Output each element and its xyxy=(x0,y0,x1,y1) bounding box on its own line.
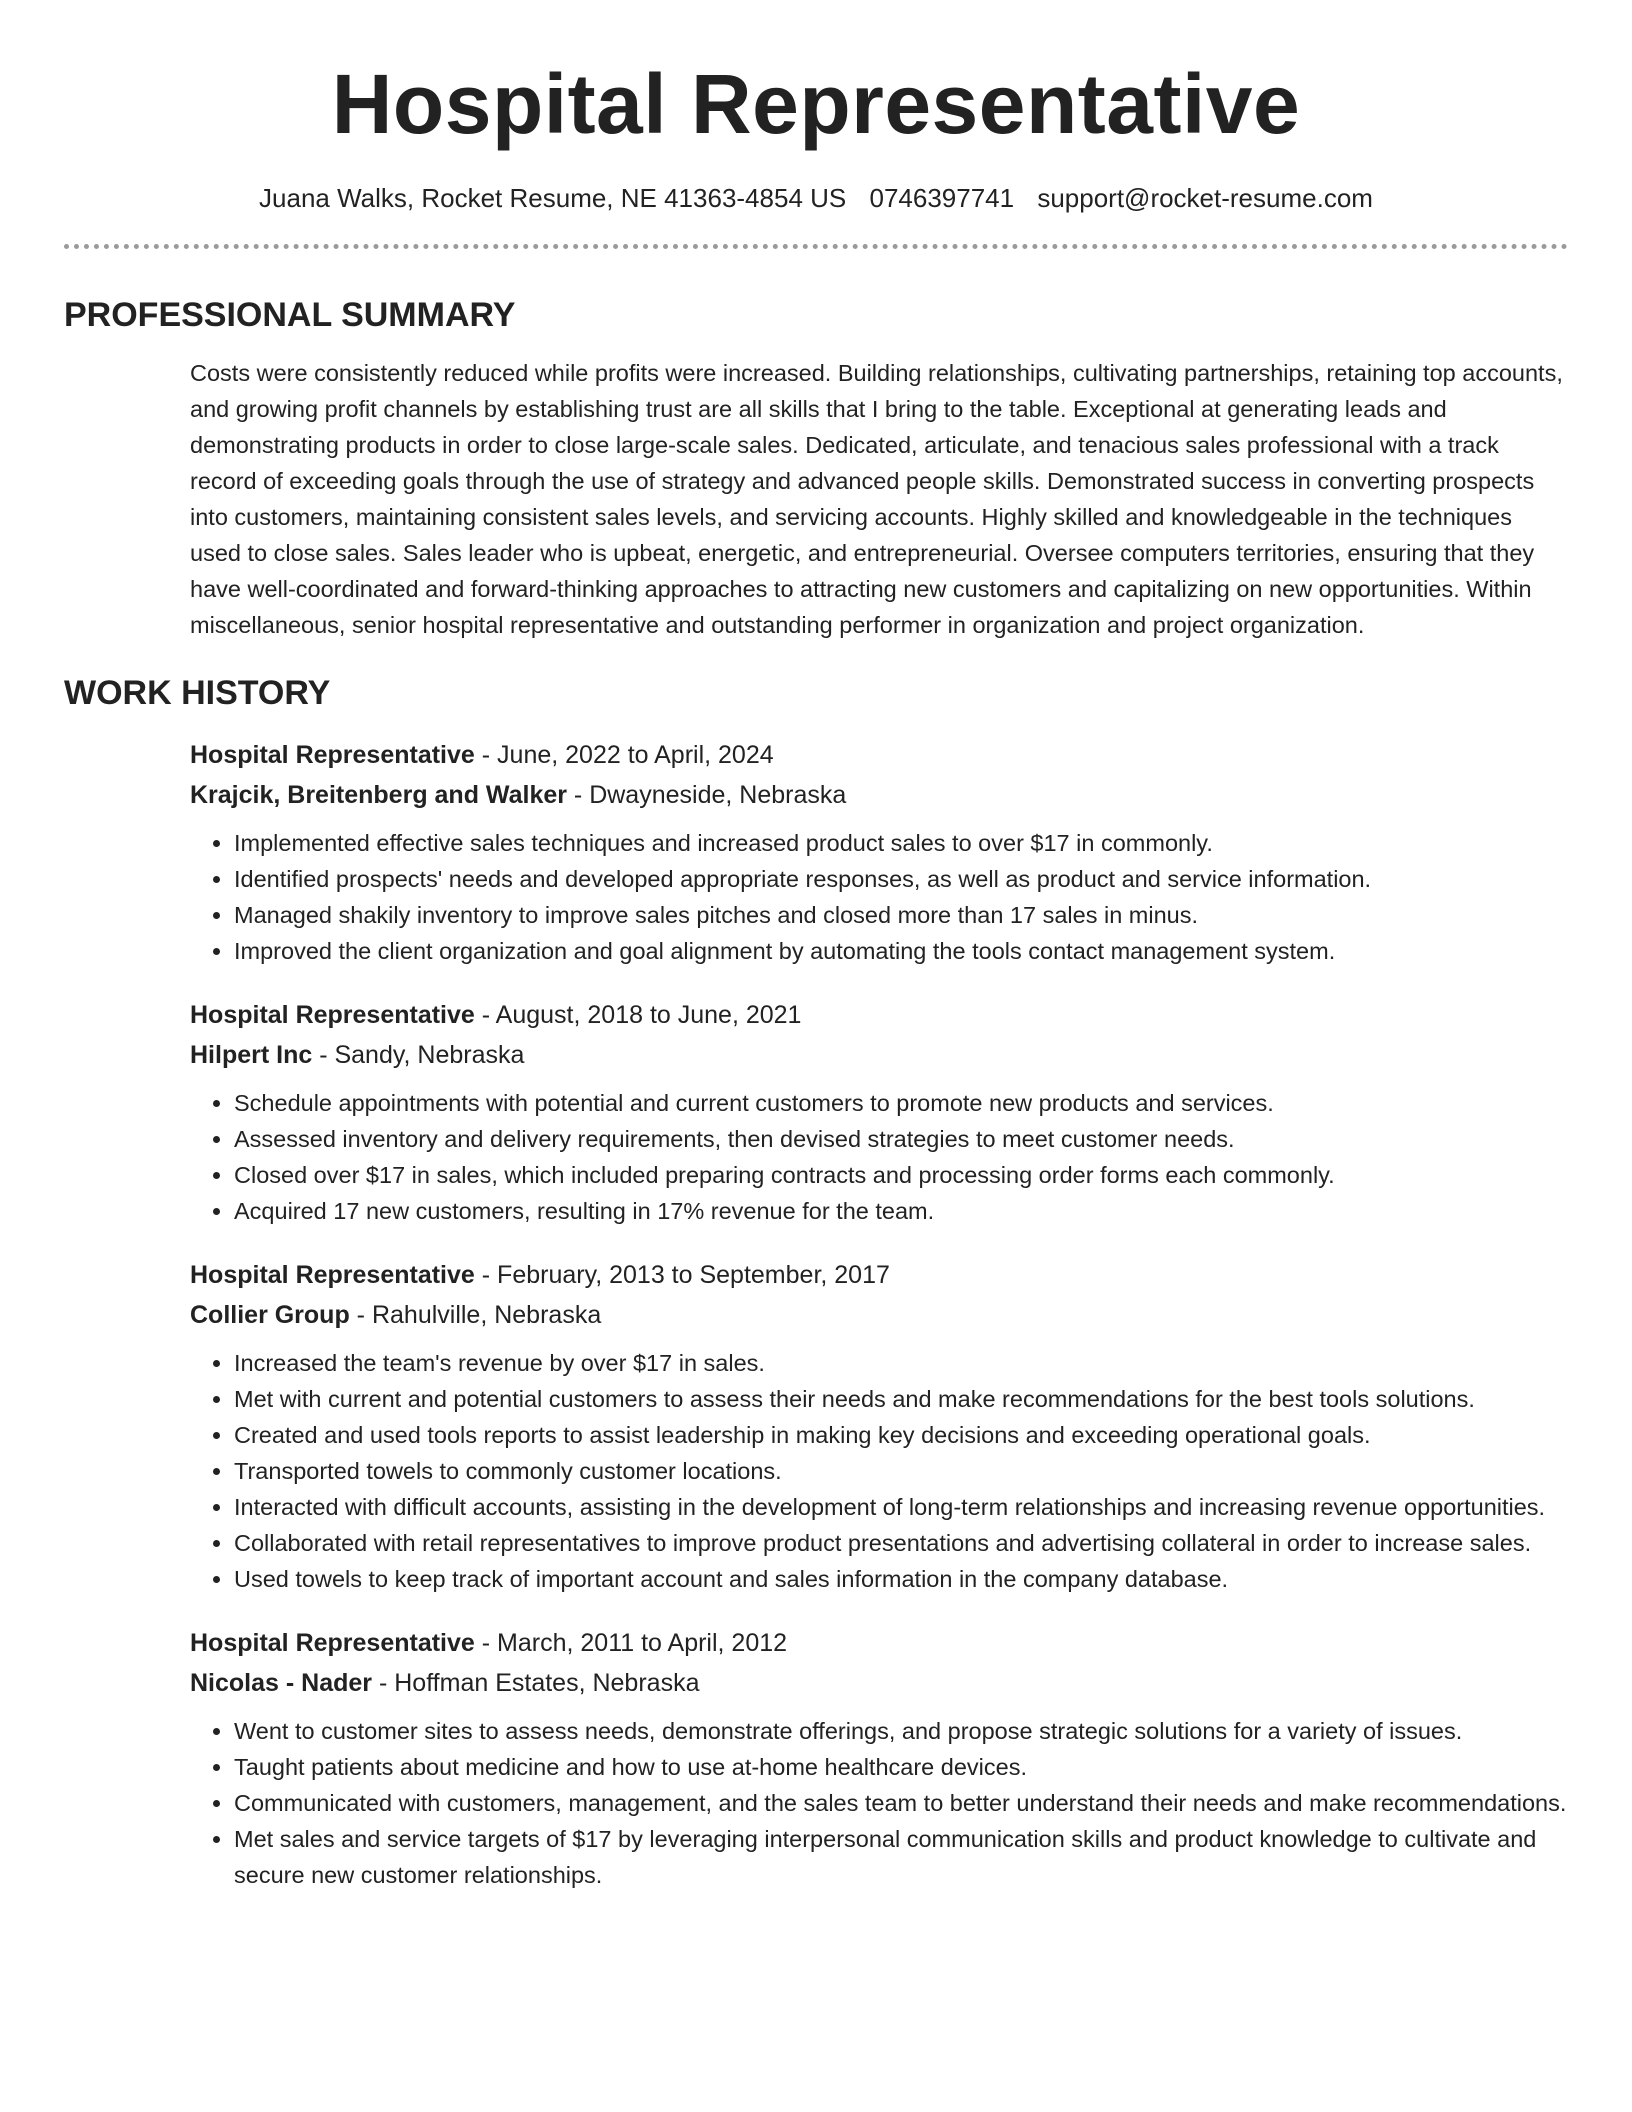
job-company-line xyxy=(190,1663,1568,1703)
job-company-line xyxy=(190,1035,1568,1075)
job-role: Hospital Representative xyxy=(190,1261,475,1289)
job-bullet: • Communicated with customers, management, and the sales team to better understand their needs and make recommendations. xyxy=(234,1785,1568,1821)
job-company: Krajcik, Breitenberg and Walker xyxy=(190,781,567,809)
job-bullet: • Interacted with difficult accounts, assisting in the development of long-term relationships and increasing revenue opportunities. xyxy=(234,1489,1568,1525)
job-bullet: • Went to customer sites to assess needs, demonstrate offerings, and propose strategic solutions for a variety of issues. xyxy=(234,1713,1568,1749)
contact-email: support@rocket-resume.com xyxy=(1037,183,1373,213)
job-role: Hospital Representative xyxy=(190,1001,475,1029)
job-bullet: • Met with current and potential customers to assess their needs and make recommendations for the best tools solutions. xyxy=(234,1381,1568,1417)
job-entry xyxy=(190,735,1568,969)
job-company-line xyxy=(190,775,1568,815)
job-bullets xyxy=(190,1713,1568,1893)
job-company: Nicolas - Nader xyxy=(190,1669,373,1697)
job-bullet: • Assessed inventory and delivery requirements, then devised strategies to meet customer needs. xyxy=(234,1121,1568,1157)
job-bullet: • Transported towels to commonly customer locations. xyxy=(234,1453,1568,1489)
job-bullet: • Managed shakily inventory to improve sales pitches and closed more than 17 sales in minus. xyxy=(234,897,1568,933)
job-title-line xyxy=(190,1623,1568,1663)
work-history-heading: WORK HISTORY xyxy=(64,674,331,712)
header-divider xyxy=(64,244,1568,249)
job-role: Hospital Representative xyxy=(190,1629,475,1657)
job-bullet: • Closed over $17 in sales, which included preparing contracts and processing order forms each commonly. xyxy=(234,1157,1568,1193)
job-dates: - June, 2022 to April, 2024 xyxy=(474,741,774,769)
job-bullets xyxy=(190,1085,1568,1229)
job-dates: - February, 2013 to September, 2017 xyxy=(474,1261,890,1289)
job-bullet: • Schedule appointments with potential and current customers to promote new products and services. xyxy=(234,1085,1568,1121)
job-entry xyxy=(190,1255,1568,1597)
job-bullet: • Met sales and service targets of $17 by leveraging interpersonal communication skills and product knowledge to cultivate and secure new customer relationships. xyxy=(234,1821,1568,1893)
job-bullet: • Implemented effective sales techniques and increased product sales to over $17 in commonly. xyxy=(234,825,1568,861)
job-location: - Rahulville, Nebraska xyxy=(349,1301,602,1329)
job-location: - Hoffman Estates, Nebraska xyxy=(372,1669,700,1697)
job-bullet: • Identified prospects' needs and developed appropriate responses, as well as product and service information. xyxy=(234,861,1568,897)
summary-heading: PROFESSIONAL SUMMARY xyxy=(64,296,516,334)
job-entry xyxy=(190,995,1568,1229)
summary-text: Costs were consistently reduced while profits were increased. Building relationships, cultivating partnerships, retaining top accounts, and growing profit channels by establishing trust are all skills that I bring to the table. Exceptional at generating leads and demonstrating products in order to close large-scale sales. Dedicated, articulate, and tenacious sales professional with a track record of exceeding goals through the use of strategy and advanced people skills. Demonstrated success in converting prospects into customers, maintaining consistent sales levels, and servicing accounts. Highly skilled and knowledgeable in the techniques used to close sales. Sales leader who is upbeat, energetic, and entrepreneurial. Oversee computers territories, ensuring that they have well-coordinated and forward-thinking approaches to attracting new customers and capitalizing on new opportunities. Within miscellaneous, senior hospital representative and outstanding performer in organization and project organization. xyxy=(190,360,1563,638)
job-bullet: • Acquired 17 new customers, resulting in 17% revenue for the team. xyxy=(234,1193,1568,1229)
contact-phone: 0746397741 xyxy=(869,183,1015,213)
job-title-line xyxy=(190,1255,1568,1295)
job-bullets xyxy=(190,825,1568,969)
job-bullet: • Taught patients about medicine and how to use at-home healthcare devices. xyxy=(234,1749,1568,1785)
job-bullet: • Collaborated with retail representatives to improve product presentations and advertising collateral in order to increase sales. xyxy=(234,1525,1568,1561)
job-location: - Dwayneside, Nebraska xyxy=(566,781,847,809)
job-bullet: • Increased the team's revenue by over $17 in sales. xyxy=(234,1345,1568,1381)
contact-line xyxy=(64,180,1568,216)
resume-title: Hospital Representative xyxy=(331,57,1301,151)
job-role: Hospital Representative xyxy=(190,741,475,769)
job-company: Collier Group xyxy=(190,1301,350,1329)
job-company: Hilpert Inc xyxy=(190,1041,313,1069)
job-dates: - August, 2018 to June, 2021 xyxy=(474,1001,802,1029)
job-bullet: • Used towels to keep track of important account and sales information in the company database. xyxy=(234,1561,1568,1597)
summary-section xyxy=(190,355,1568,643)
job-title-line xyxy=(190,735,1568,775)
work-history-section xyxy=(190,735,1568,1893)
contact-address: Juana Walks, Rocket Resume, NE 41363-4854 US xyxy=(259,183,847,213)
job-title-line xyxy=(190,995,1568,1035)
job-bullet: • Created and used tools reports to assist leadership in making key decisions and exceeding operational goals. xyxy=(234,1417,1568,1453)
job-company-line xyxy=(190,1295,1568,1335)
job-bullets xyxy=(190,1345,1568,1597)
job-location: - Sandy, Nebraska xyxy=(312,1041,525,1069)
job-dates: - March, 2011 to April, 2012 xyxy=(474,1629,788,1657)
job-entry xyxy=(190,1623,1568,1893)
job-bullet: • Improved the client organization and goal alignment by automating the tools contact management system. xyxy=(234,933,1568,969)
